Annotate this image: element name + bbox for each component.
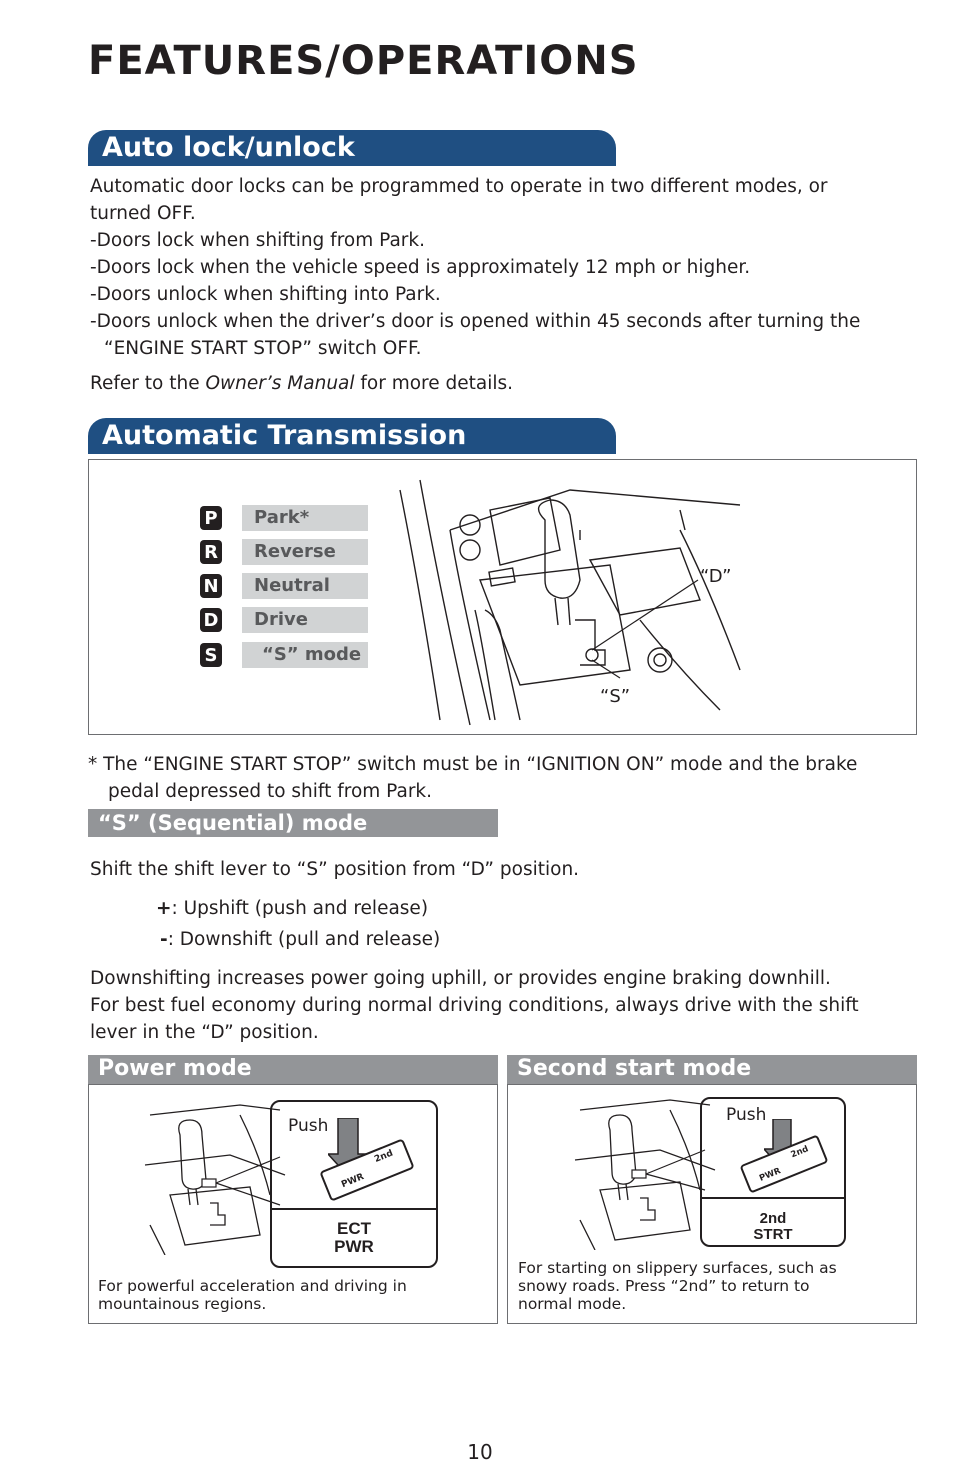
- downshift-text: : Downshift (pull and release): [167, 929, 441, 950]
- gear-row-s-mode: [200, 642, 368, 668]
- upshift-text: : Upshift (push and release): [171, 898, 429, 919]
- owners-manual-ref: Owner’s Manual: [205, 373, 355, 394]
- gear-label-s-mode: “S” mode: [242, 642, 368, 668]
- sequential-para-3: lever in the “D” position.: [90, 1022, 319, 1043]
- second-caption-3: normal mode.: [518, 1295, 627, 1313]
- gear-n-icon: N: [200, 574, 222, 598]
- auto-lock-heading: Auto lock/unlock: [88, 130, 616, 166]
- switch-2nd-label: 2nd: [373, 1148, 395, 1165]
- downshift-row: [90, 926, 930, 953]
- gear-label-reverse: Reverse: [242, 539, 368, 565]
- strt-indicator-line1: 2nd: [759, 1210, 787, 1227]
- refer-line: [90, 370, 920, 397]
- upshift-row: [90, 895, 930, 922]
- ect-indicator-line2: PWR: [334, 1237, 374, 1256]
- transmission-heading: Automatic Transmission: [88, 418, 616, 454]
- gear-row-drive: [200, 607, 368, 633]
- switch-pwr-label: PWR: [758, 1166, 783, 1184]
- second-start-lever-illustration: [570, 1090, 720, 1250]
- second-caption-2: snowy roads. Press “2nd” to return to: [518, 1277, 810, 1295]
- footnote-line-2: pedal depressed to shift from Park.: [108, 781, 433, 802]
- gear-label-drive: Drive: [242, 607, 368, 633]
- callout-d: “D”: [700, 566, 732, 587]
- gear-r-icon: R: [200, 540, 222, 564]
- 2nd-strt-indicator: [702, 1211, 844, 1243]
- ect-indicator-line1: ECT: [337, 1219, 371, 1238]
- gear-label-park: Park*: [242, 505, 368, 531]
- sequential-para-2: For best fuel economy during normal driving conditions, always drive with the shift: [90, 995, 859, 1016]
- page-title: FEATURES/OPERATIONS: [88, 38, 639, 84]
- power-caption-1: For powerful acceleration and driving in: [98, 1277, 407, 1295]
- auto-lock-intro-1: Automatic door locks can be programmed to operate in two different modes, or: [90, 176, 828, 197]
- gear-row-park: [200, 505, 368, 531]
- auto-lock-item-3: -Doors unlock when shifting into Park.: [90, 284, 441, 305]
- plus-symbol: +: [156, 898, 172, 919]
- auto-lock-intro-2: turned OFF.: [90, 203, 196, 224]
- ect-pwr-indicator: [272, 1220, 436, 1256]
- sequential-body: [90, 856, 930, 1046]
- indicator-divider: [272, 1208, 436, 1210]
- sequential-para-1: Downshifting increases power going uphill, or provides engine braking downhill.: [90, 968, 831, 989]
- auto-lock-item-4: -Doors unlock when the driver’s door is opened within 45 seconds after turning the: [90, 311, 861, 332]
- indicator-divider: [702, 1197, 844, 1199]
- auto-lock-item-2: -Doors lock when the vehicle speed is approximately 12 mph or higher.: [90, 257, 751, 278]
- auto-lock-body: [90, 173, 920, 397]
- sequential-line-1: Shift the shift lever to “S” position from “D” position.: [90, 859, 580, 880]
- auto-lock-item-1: -Doors lock when shifting from Park.: [90, 230, 425, 251]
- second-start-heading: Second start mode: [507, 1055, 917, 1084]
- second-caption-1: For starting on slippery surfaces, such as: [518, 1259, 837, 1277]
- strt-indicator-line2: STRT: [753, 1226, 793, 1243]
- power-push-label: Push: [288, 1116, 329, 1136]
- power-mode-lever-illustration: [140, 1095, 290, 1255]
- gear-s-icon: S: [200, 643, 222, 667]
- power-mode-caption: [98, 1277, 488, 1313]
- minus-symbol: -: [160, 929, 168, 950]
- callout-s: “S”: [600, 686, 631, 707]
- gear-d-icon: D: [200, 608, 222, 632]
- second-start-caption: [518, 1259, 908, 1313]
- power-caption-2: mountainous regions.: [98, 1295, 267, 1313]
- refer-suffix: for more details.: [354, 373, 514, 394]
- page-number: 10: [467, 1440, 493, 1464]
- gear-row-reverse: [200, 539, 368, 565]
- gear-row-neutral: [200, 573, 368, 599]
- shift-console-illustration: [380, 470, 750, 730]
- park-footnote: [88, 751, 928, 805]
- gear-p-icon: P: [200, 506, 222, 530]
- second-push-label: Push: [726, 1105, 767, 1125]
- power-mode-callout: [270, 1100, 438, 1268]
- power-mode-heading: Power mode: [88, 1055, 498, 1084]
- refer-prefix: Refer to the: [90, 373, 206, 394]
- footnote-line-1: * The “ENGINE START STOP” switch must be in “IGNITION ON” mode and the brake: [88, 754, 858, 775]
- second-start-callout: [700, 1097, 846, 1247]
- sequential-heading: “S” (Sequential) mode: [88, 809, 498, 837]
- gear-label-neutral: Neutral: [242, 573, 368, 599]
- switch-2nd-label: 2nd: [789, 1144, 811, 1161]
- auto-lock-item-4-cont: “ENGINE START STOP” switch OFF.: [104, 338, 422, 359]
- switch-pwr-label: PWR: [340, 1172, 366, 1191]
